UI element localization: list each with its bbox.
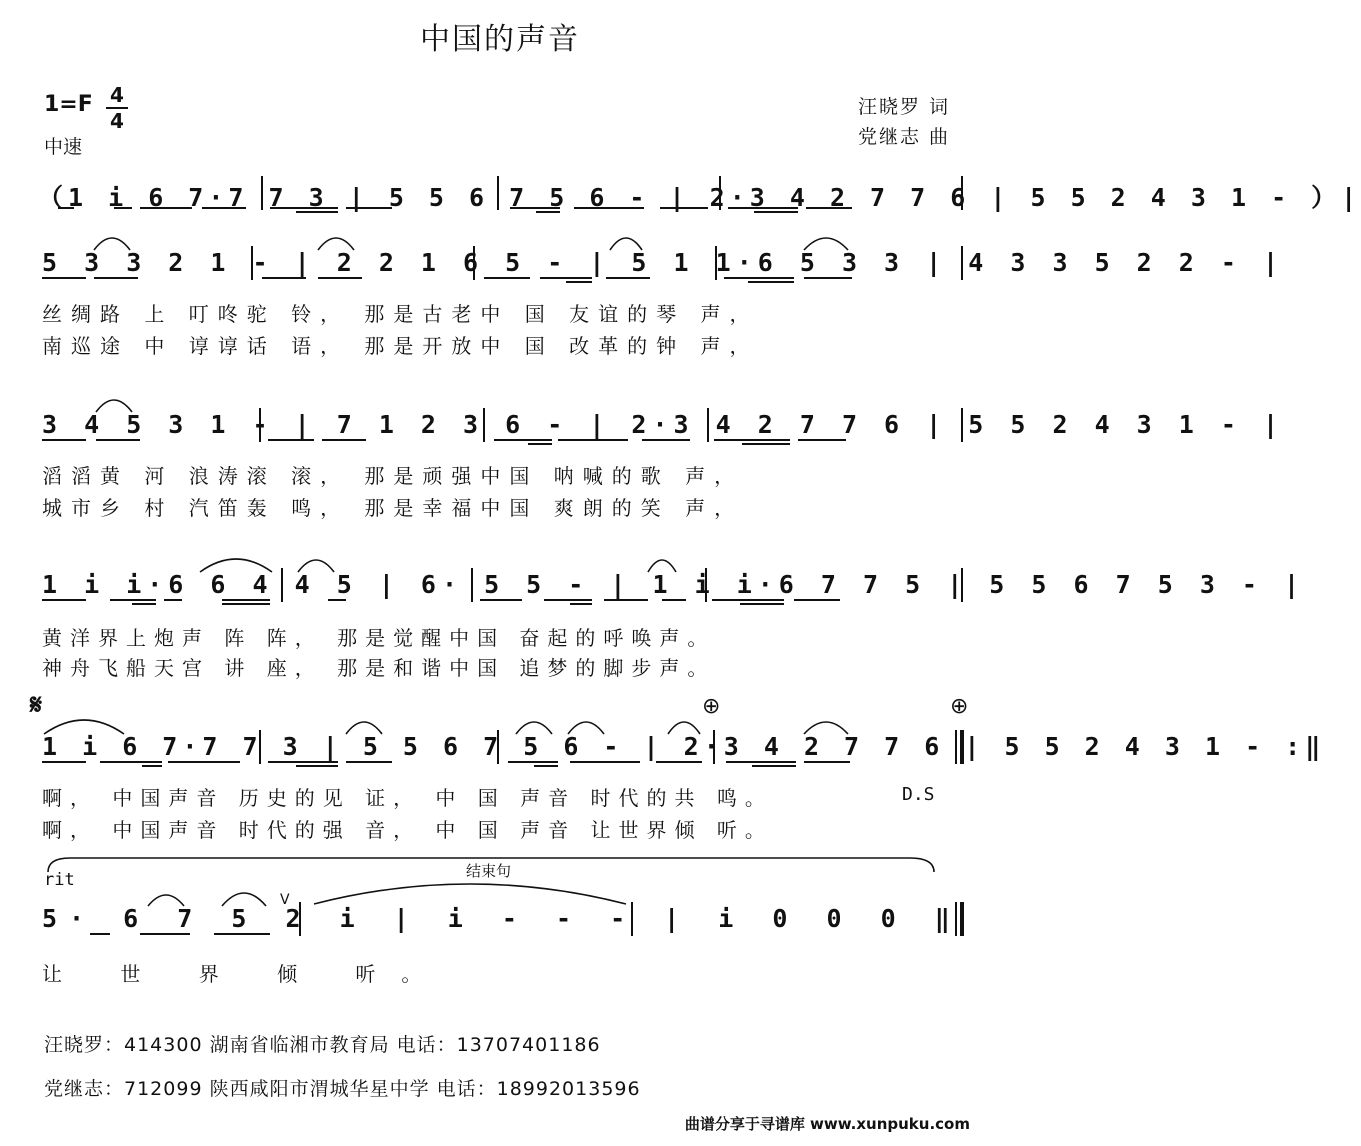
line5-lyric: 让 世 界 倾 听。 xyxy=(42,962,448,986)
composer-credit: 党继志 曲 xyxy=(858,126,951,148)
intro-notes: （1 i 6 7·7 7 3 | 5 5 6 7 5 6 - | 2·3 4 2 7 7 6 | 5 5 2 4 3 1 - ）| xyxy=(38,183,1361,212)
time-signature-top: 4 xyxy=(110,83,124,107)
breath-mark: V xyxy=(280,892,290,908)
lyricist-credit: 汪晓罗 词 xyxy=(858,96,951,118)
line5-notes: 5· 6 7 5 2 i | i - - - | i 0 0 0 ‖ xyxy=(42,904,962,933)
line4-notes: 1 i 6 7·7 7 3 | 5 5 6 7 5 6 - | 2·3 4 2 7 7 6 | 5 5 2 4 3 1 - :‖ xyxy=(42,732,1326,761)
line2-notes: 3 4 5 3 1 - | 7 1 2 3 6 - | 2·3 4 2 7 7 6 | 5 5 2 4 3 1 - | xyxy=(42,410,1285,439)
ritardando-marking: rit xyxy=(44,870,75,890)
line1-notes: 5 3 3 2 1 - | 2 2 1 6 5 - | 5 1 1·6 5 3 3 | 4 3 3 5 2 2 - | xyxy=(42,248,1285,277)
line3-lyric-verse1: 黄洋界上炮声 阵 阵， 那是觉醒中国 奋起的呼唤声。 xyxy=(42,626,716,650)
line3-lyric-verse2: 神舟飞船天宫 讲 座， 那是和谐中国 追梦的脚步声。 xyxy=(42,656,716,680)
composer-contact: 党继志：712099 陕西咸阳市渭城华星中学 电话：18992013596 xyxy=(44,1078,641,1100)
page-title: 中国的声音 xyxy=(420,22,580,57)
line2-lyric-verse1: 滔滔黄 河 浪涛滚 滚， 那是顽强中国 呐喊的歌 声， xyxy=(42,464,744,488)
line3-notes: 1 i i·6 6 4 4 5 | 6· 5 5 - | 1 i i·6 7 7 5 | 5 5 6 7 5 3 - | xyxy=(42,570,1306,599)
watermark: 曲谱分享于寻谱库 www.xunpuku.com xyxy=(684,1115,970,1133)
ds-marking: D.S xyxy=(902,784,935,805)
tempo-marking: 中速 xyxy=(44,136,83,158)
line1-lyric-verse2: 南巡途 中 谆谆话 语， 那是开放中 国 改革的钟 声， xyxy=(42,334,759,358)
line4-lyric-verse2: 啊， 中国声音 时代的强 音， 中 国 声音 让世界倾 听。 xyxy=(42,818,773,842)
ending-label: 结束句 xyxy=(466,862,512,880)
time-signature-bottom: 4 xyxy=(110,109,124,133)
coda-sign-end: ⊕ xyxy=(950,694,969,719)
line4-lyric-verse1: 啊， 中国声音 历史的见 证， 中 国 声音 时代的共 鸣。 xyxy=(42,786,773,810)
key-signature: 1=F xyxy=(44,92,93,117)
lyricist-contact: 汪晓罗：414300 湖南省临湘市教育局 电话：13707401186 xyxy=(44,1034,601,1056)
line1-lyric-verse1: 丝绸路 上 叮咚驼 铃， 那是古老中 国 友谊的琴 声， xyxy=(42,302,759,326)
segno-sign: 𝄋 xyxy=(30,688,43,721)
coda-sign: ⊕ xyxy=(702,694,721,719)
line2-lyric-verse2: 城市乡 村 汽笛轰 鸣， 那是幸福中国 爽朗的笑 声， xyxy=(42,496,744,520)
